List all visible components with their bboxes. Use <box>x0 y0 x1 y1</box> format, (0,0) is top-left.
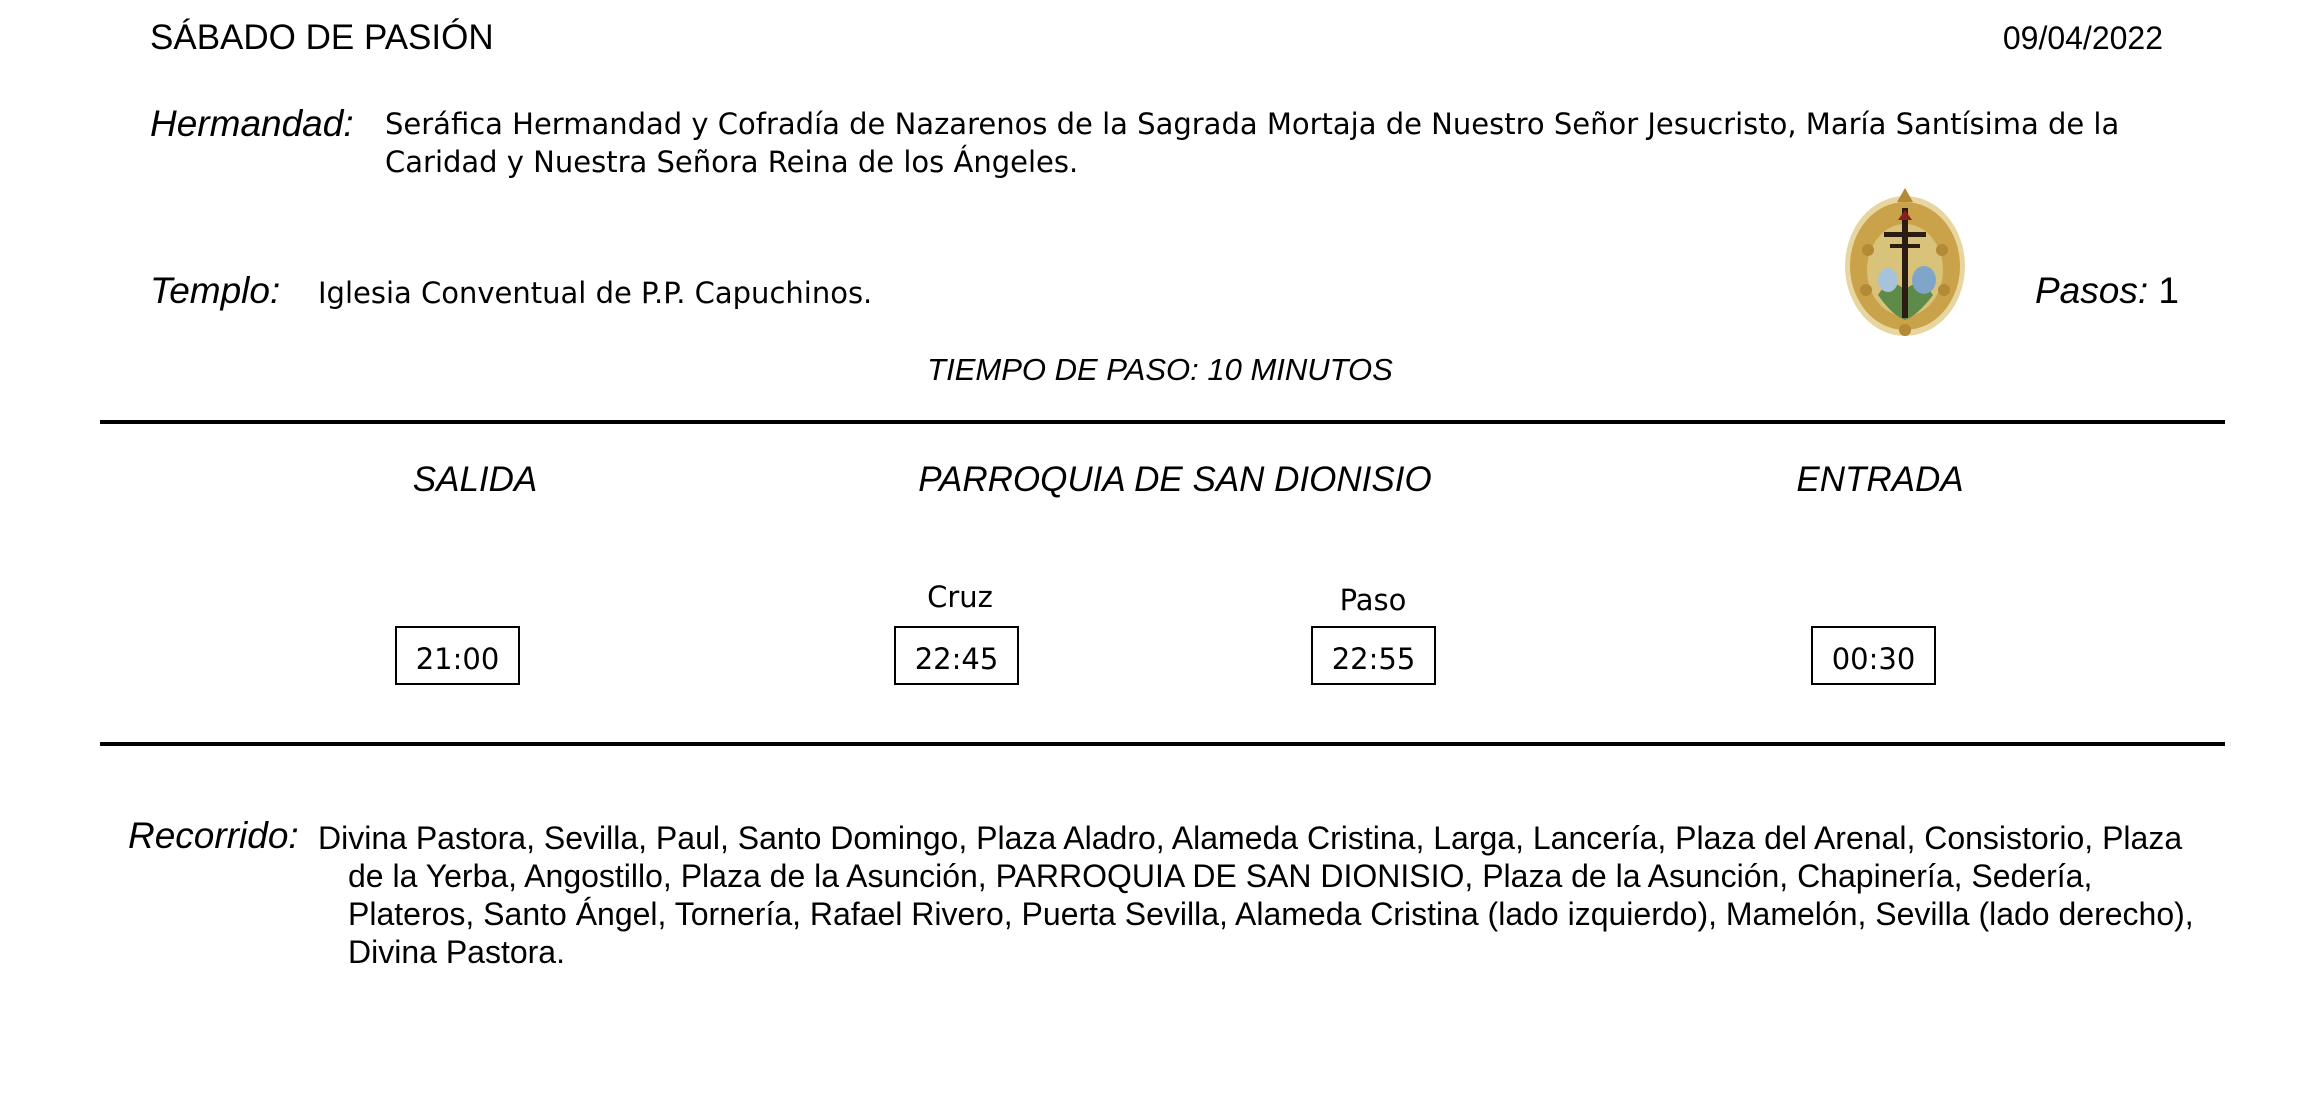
top-divider <box>100 420 2225 424</box>
templo-name: Iglesia Conventual de P.P. Capuchinos. <box>318 276 873 310</box>
pasos-count <box>2035 270 2179 312</box>
paso-caption: Paso <box>1339 583 1407 617</box>
brotherhood-emblem-icon <box>1838 180 1973 342</box>
day-title: SÁBADO DE PASIÓN <box>150 18 494 57</box>
bottom-divider <box>100 742 2225 746</box>
parroquia-heading: PARROQUIA DE SAN DIONISIO <box>918 460 1432 499</box>
pasos-label: Pasos: <box>2035 270 2149 311</box>
salida-time: 21:00 <box>395 626 520 685</box>
cruz-caption: Cruz <box>927 580 993 614</box>
templo-label: Templo: <box>150 270 281 311</box>
cruz-time: 22:45 <box>894 626 1019 685</box>
hermandad-name: Seráfica Hermandad y Cofradía de Nazarenos de la Sagrada Mortaja de Nuestro Señor Jesucristo, María Santísima de la Caridad y Nuestra Señora Reina de los Ángeles. <box>385 107 2120 179</box>
recorrido-label: Recorrido: <box>128 815 299 856</box>
pasos-value: 1 <box>2158 270 2179 311</box>
salida-heading: SALIDA <box>412 460 538 499</box>
tiempo-de-paso: TIEMPO DE PASO: 10 MINUTOS <box>927 352 1393 387</box>
paso-time: 22:55 <box>1311 626 1436 685</box>
date: 09/04/2022 <box>2002 20 2163 56</box>
entrada-heading: ENTRADA <box>1796 460 1964 499</box>
entrada-time: 00:30 <box>1811 626 1936 685</box>
hermandad-label: Hermandad: <box>150 103 354 144</box>
recorrido-route: Divina Pastora, Sevilla, Paul, Santo Domingo, Plaza Aladro, Alameda Cristina, Larga, Lancería, Plaza del Arenal, Consistorio, Plaza de la Yerba, Angostillo, Plaza de la Asunción, PARROQUIA DE SAN DIONISIO, Plaza de la Asunción, Chapinería, Sedería, Plateros, Santo Ángel, Tornería, Rafael Rivero, Puerta Sevilla, Alameda Cristina (lado izquierdo), Mamelón, Sevilla (lado derecho), Divina Pastora. <box>318 820 2194 970</box>
